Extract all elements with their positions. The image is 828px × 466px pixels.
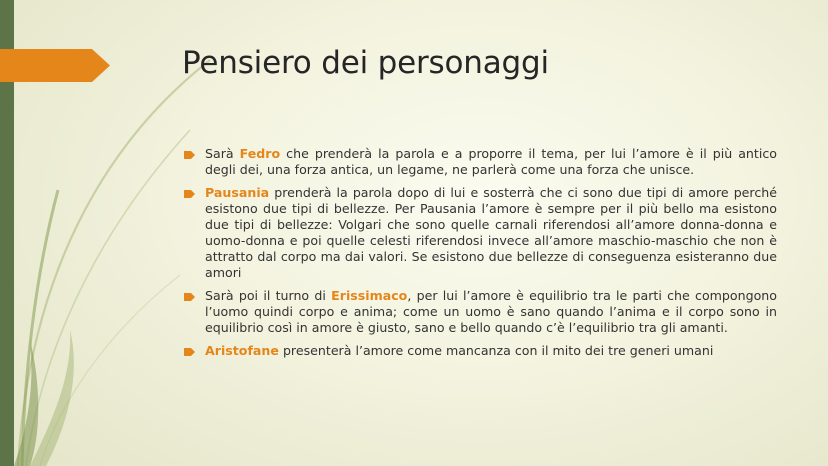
leaf-stroke-4 bbox=[40, 275, 180, 466]
leaf-stroke-3 bbox=[22, 190, 58, 466]
title-arrow-icon bbox=[0, 49, 110, 82]
bullet-highlight-pausania: Pausania bbox=[205, 185, 270, 200]
bullet-highlight-erissimaco: Erissimaco bbox=[331, 288, 408, 303]
bullet-highlight-fedro: Fedro bbox=[239, 146, 281, 161]
bullet-item-fedro bbox=[184, 146, 777, 178]
bullet-text-pre: Sarà poi il turno di bbox=[205, 288, 332, 303]
bullet-arrow-icon bbox=[184, 348, 195, 356]
bullet-list bbox=[184, 146, 777, 366]
bullet-arrow-icon bbox=[184, 190, 195, 198]
bullet-arrow-icon bbox=[184, 151, 195, 159]
leaf-blade-2 bbox=[30, 330, 74, 466]
bullet-item-pausania bbox=[184, 185, 777, 281]
bullet-highlight-aristofane: Aristofane bbox=[205, 343, 279, 358]
leaf-stroke-2 bbox=[26, 130, 190, 466]
bullet-item-aristofane bbox=[184, 343, 777, 359]
bullet-text-post: , per lui l’amore è equilibrio tra le parti che compongono l’uomo quindi corpo e anima; come un uomo è sano quando l’anima e il corpo sono in equilibrio così in amore è giusto, sano e bello quando c’è l’equilibrio tra gli amanti. bbox=[205, 288, 777, 335]
bullet-arrow-icon bbox=[184, 293, 195, 301]
leaf-stroke-1 bbox=[18, 60, 210, 466]
bullet-text-post: che prenderà la parola e a proporre il tema, per lui l’amore è il più antico degli dei, una forza antica, un legame, ne parlerà come una forza che unisce. bbox=[205, 146, 777, 177]
leaf-blade-1 bbox=[14, 340, 38, 466]
bullet-text-post: presenterà l’amore come mancanza con il mito dei tre generi umani bbox=[278, 343, 714, 358]
bullet-text-post: prenderà la parola dopo di lui e sosterrà che ci sono due tipi di amore perché esistono due tipi di bellezze. Per Pausania l’amore è sempre per il più bello ma esistono due tipi di bellezze: Volgari che sono quelle carnali riferendosi all’amore donna-donna e uomo-donna e poi quelle celesti riferendosi invece all’amore maschio-maschio che non è attratto dal corpo ma dai valori. Se esistono due bellezze di conseguenza esisteranno due amori bbox=[205, 185, 777, 280]
bullet-text-pre: Sarà bbox=[205, 146, 240, 161]
slide-title: Pensiero dei personaggi bbox=[182, 45, 549, 81]
bullet-item-erissimaco bbox=[184, 288, 777, 336]
